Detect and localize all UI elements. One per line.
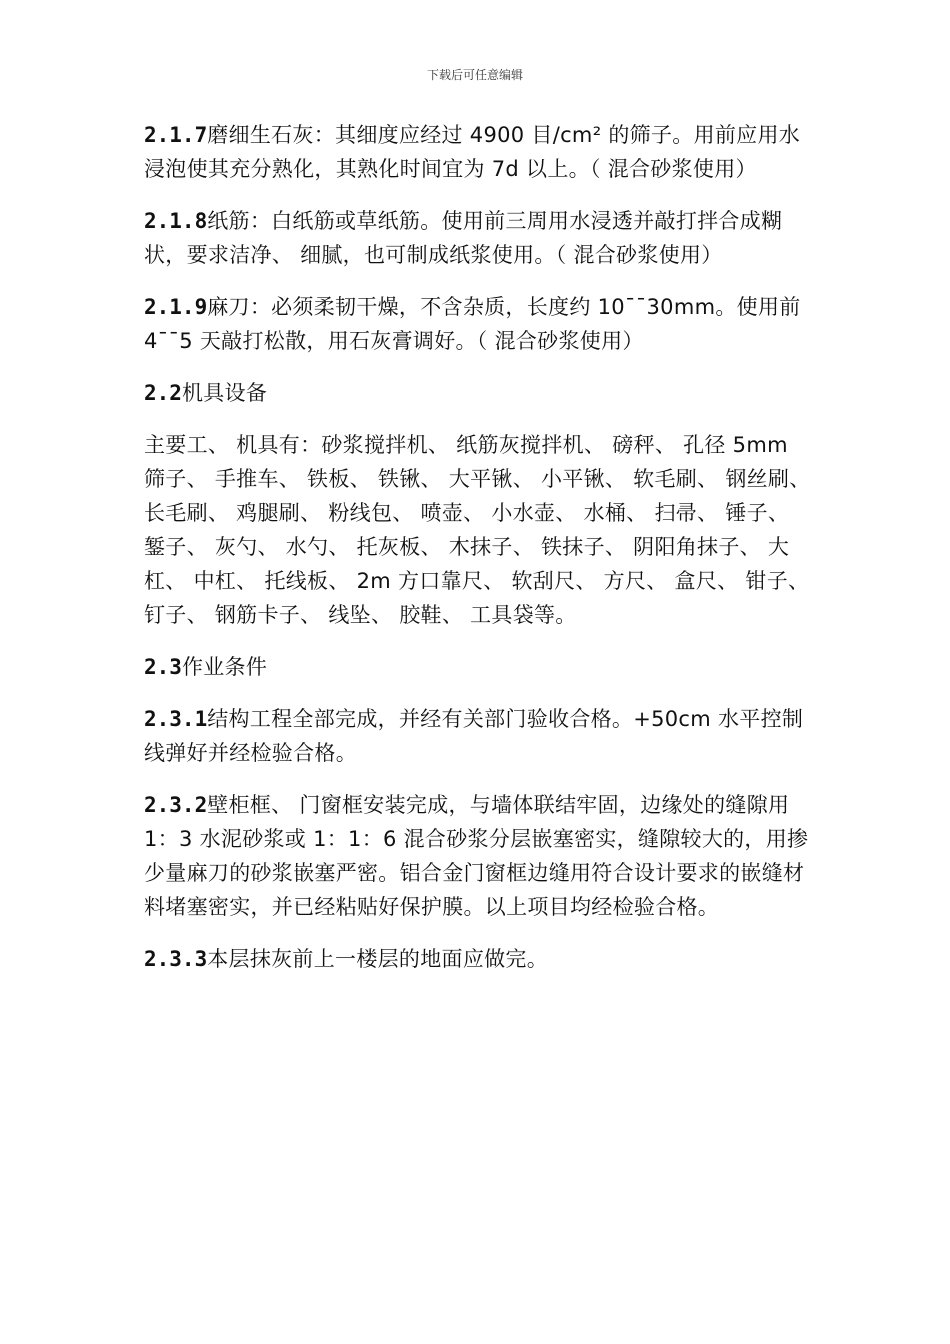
section-number: 2.3.3	[144, 947, 208, 971]
paragraph-2-1-8	[144, 204, 814, 272]
section-number: 2.1.9	[144, 295, 208, 319]
paragraph-2-3-3	[144, 942, 814, 976]
heading-2-3	[144, 650, 814, 684]
section-number: 2.2	[144, 381, 182, 405]
section-number: 2.3.1	[144, 707, 208, 731]
section-number: 2.1.7	[144, 123, 208, 147]
document-body	[144, 118, 814, 994]
paragraph-text: 本层抹灰前上一楼层的地面应做完。	[207, 947, 549, 971]
paragraph-tools-list	[144, 428, 814, 632]
section-number: 2.1.8	[144, 209, 208, 233]
paragraph-text: 主要工、 机具有：砂浆搅拌机、 纸筋灰搅拌机、 磅秤、 孔径 5mm 筛子、 手推车、 铁板、 铁锹、 大平锹、 小平锹、 软毛刷、 钢丝刷、 长毛刷、 鸡腿刷、 粉线包、 喷壶、 小水壶、 水桶、 扫帚、 锤子、 錾子、 灰勺、 水勺、 托灰板、 木抹子、 铁抹子、 阴阳角抹子、 大杠、 中杠、 托线板、 2m 方口靠尺、 软刮尺、 方尺、 盒尺、 钳子、 钉子、 钢筋卡子、 线坠、 胶鞋、 工具袋等。	[144, 433, 811, 627]
section-number: 2.3	[144, 655, 182, 679]
paragraph-2-1-7	[144, 118, 814, 186]
paragraph-text: 磨细生石灰：其细度应经过 4900 目/cm² 的筛子。用前应用水浸泡使其充分熟化，其熟化时间宜为 7d 以上。（ 混合砂浆使用）	[144, 123, 801, 181]
paragraph-2-1-9	[144, 290, 814, 358]
section-number: 2.3.2	[144, 793, 208, 817]
heading-text: 机具设备	[181, 381, 268, 405]
page-header: 下载后可任意编辑	[426, 68, 523, 82]
paragraph-text: 壁柜框、 门窗框安装完成，与墙体联结牢固，边缘处的缝隙用 1：3 水泥砂浆或 1：1：6 混合砂浆分层嵌塞密实，缝隙较大的，用掺少量麻刀的砂浆嵌塞严密。铝合金门窗框边缝用符合设计要求的嵌缝材料堵塞密实，并已经粘贴好保护膜。以上项目均经检验合格。	[144, 793, 809, 919]
paragraph-2-3-1	[144, 702, 814, 770]
heading-text: 作业条件	[181, 655, 268, 679]
paragraph-text: 纸筋：白纸筋或草纸筋。使用前三周用水浸透并敲打拌合成糊状，要求洁净、 细腻，也可制成纸浆使用。（ 混合砂浆使用）	[144, 209, 783, 267]
paragraph-2-3-2	[144, 788, 814, 924]
paragraph-text: 结构工程全部完成，并经有关部门验收合格。+50cm 水平控制线弹好并经检验合格。	[144, 707, 804, 765]
paragraph-text: 麻刀：必须柔韧干燥，不含杂质，长度约 10¯¯30mm。使用前 4¯¯5 天敲打松散，用石灰膏调好。（ 混合砂浆使用）	[144, 295, 801, 353]
heading-2-2	[144, 376, 814, 410]
